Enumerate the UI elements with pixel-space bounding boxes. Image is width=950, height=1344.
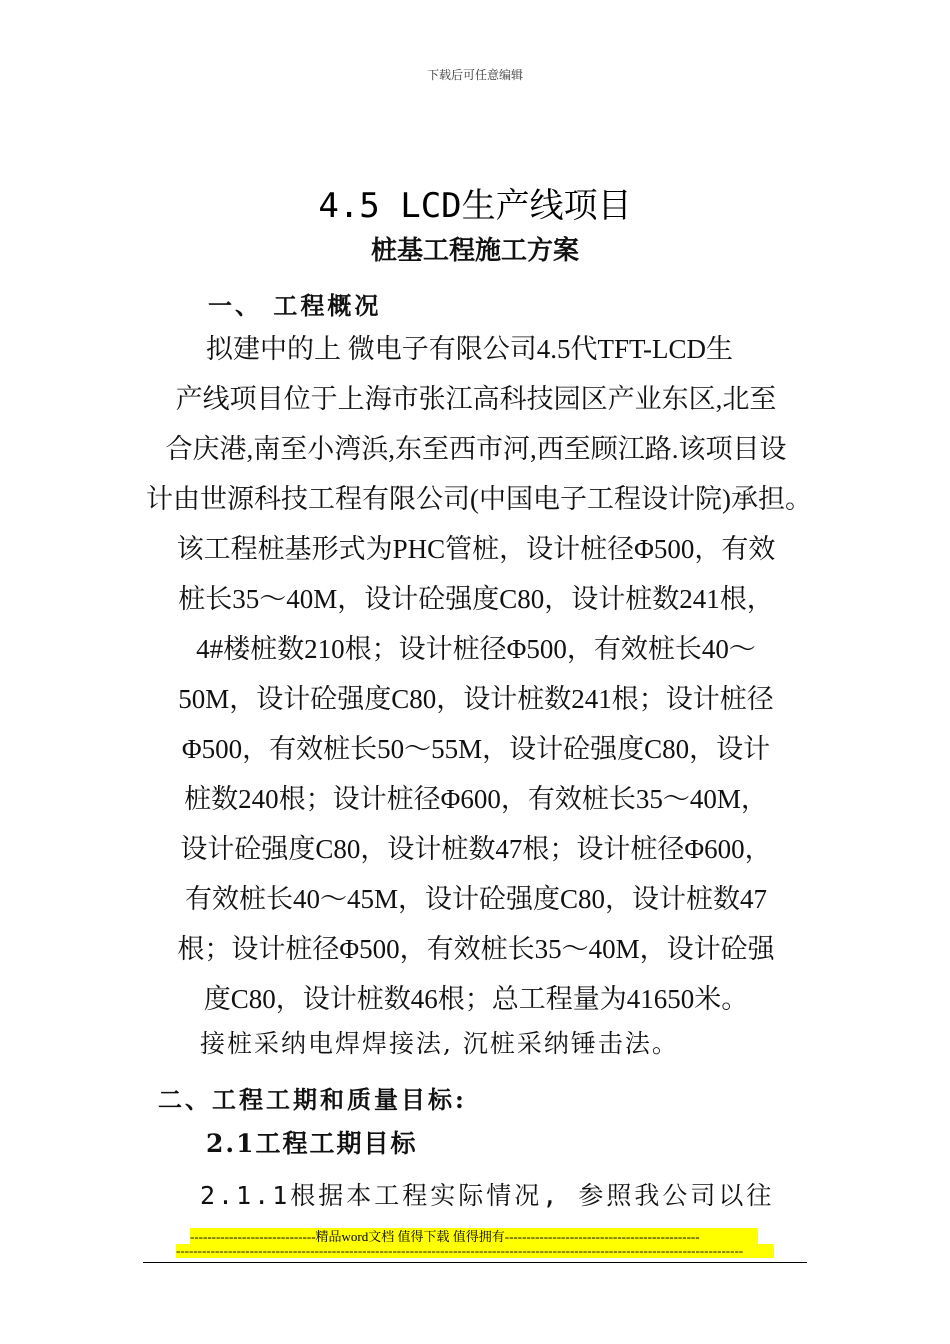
document-subtitle: 桩基工程施工方案 xyxy=(370,236,579,266)
footer-divider xyxy=(143,1262,807,1263)
document-title: 4.5 LCD生产线项目 xyxy=(318,186,632,226)
body-line: 2.1.1根据本工程实际情况, 参照我公司以往 xyxy=(200,1181,775,1210)
body-line: 根；设计桩径Φ500，有效桩长35～40M，设计砼强 xyxy=(177,934,775,964)
body-line: 桩数240根；设计桩径Φ600，有效桩长35～40M， xyxy=(184,784,768,814)
section2-heading: 二、工程工期和质量目标: xyxy=(158,1085,467,1114)
body-line: Φ500，有效桩长50～55M，设计砼强度C80，设计 xyxy=(181,734,771,764)
header-note: 下载后可任意编辑 xyxy=(426,68,523,82)
body-line: 合庆港,南至小湾浜,东至西市河,西至顾江路.该项目设 xyxy=(165,434,787,464)
body-line: 50M，设计砼强度C80，设计桩数241根；设计桩径 xyxy=(178,684,774,714)
pile-method-paragraph: 接桩采纳电焊焊接法, 沉桩采纳锤击法。 xyxy=(200,1029,679,1058)
subsection-heading: 2.1工程工期目标 xyxy=(206,1129,418,1158)
section1-heading: 一、 工程概况 xyxy=(208,291,382,320)
body-line: 该工程桩基形式为PHC管桩，设计桩径Φ500，有效 xyxy=(176,534,776,564)
body-line: 4#楼桩数210根；设计桩径Φ500，有效桩长40～ xyxy=(196,634,756,664)
footer-banner: -----------------------------精品word文档 值得下载 值得拥有--------------------------------------------- xyxy=(190,1228,758,1246)
body-line: 拟建中的上 微电子有限公司4.5代TFT-LCD生 xyxy=(206,334,734,364)
body-line: 度C80，设计桩数46根；总工程量为41650米。 xyxy=(203,984,749,1014)
body-line: 有效桩长40～45M，设计砼强度C80，设计桩数47 xyxy=(184,884,767,914)
footer-dashes: ----------------------------------------------------------------------------------------------------------------------------------- xyxy=(176,1244,774,1258)
body-line: 桩长35～40M，设计砼强度C80，设计桩数241根， xyxy=(178,584,774,614)
body-line: 产线项目位于上海市张江高科技园区产业东区,北至 xyxy=(175,384,777,414)
body-line: 设计砼强度C80，设计桩数47根；设计桩径Φ600， xyxy=(180,834,772,864)
body-line: 计由世源科技工程有限公司(中国电子工程设计院)承担。 xyxy=(146,484,812,514)
